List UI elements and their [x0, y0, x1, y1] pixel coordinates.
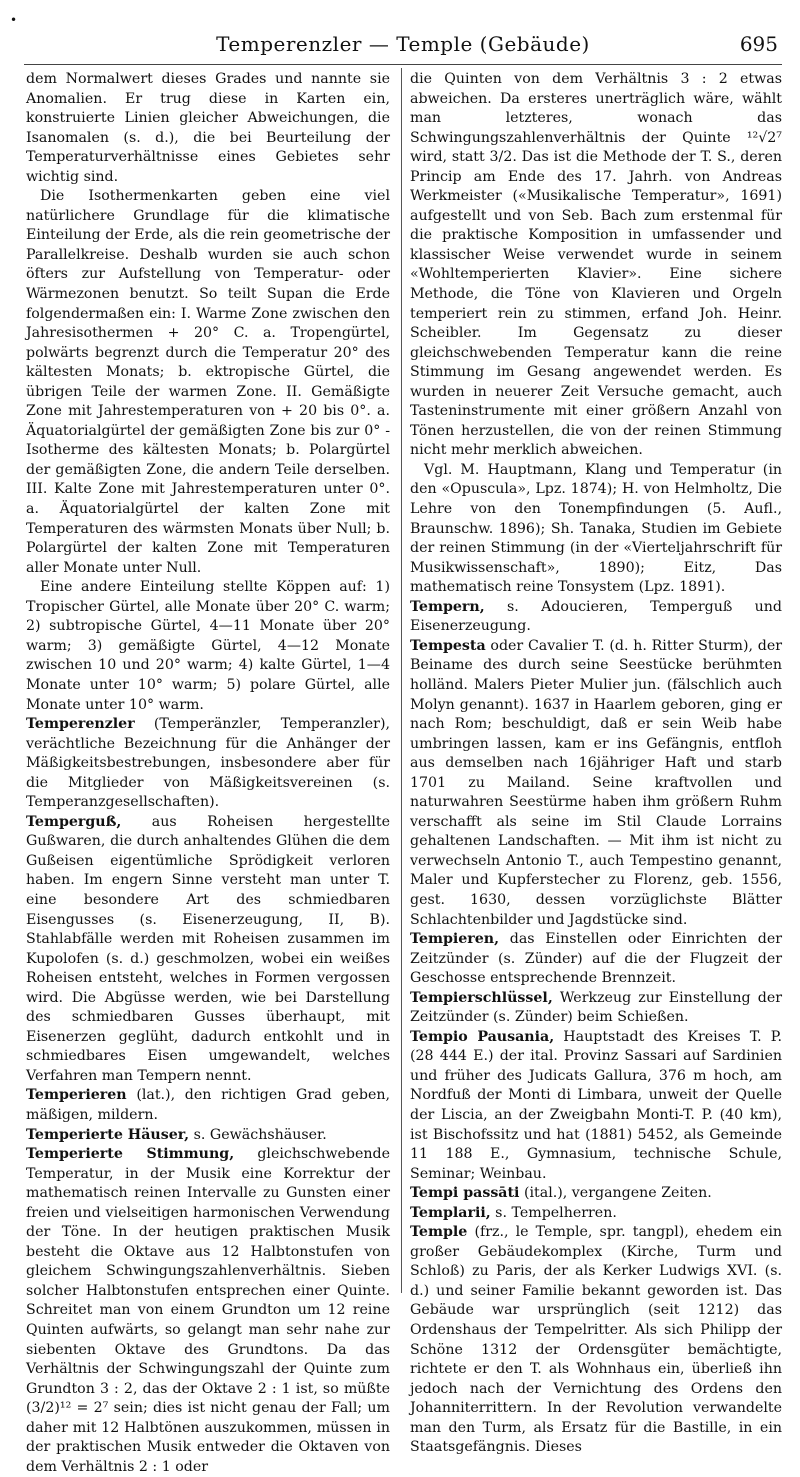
dictionary-entry	[410, 989, 782, 1028]
entry-headword: Temperenzler	[26, 716, 135, 733]
entry-text: (Temperänzler, Temperanzler), verächtliche Bezeichnung für die Anhänger der Mäßigkeitsbestrebungen, insbesondere aber für die Mitglieder von Mäßigkeitsvereinen (s. Temperanzgesellschaften).	[26, 716, 390, 811]
right-column	[410, 70, 782, 1456]
dictionary-entry	[26, 1086, 390, 1125]
entry-text: (lat.), den richtigen Grad geben, mäßigen, mildern.	[26, 1087, 390, 1123]
body-paragraph: dem Normalwert dieses Grades und nannte sie Anomalien. Er trug diese in Karten ein, konstruierte Linien gleicher Abweichungen, die Isanomalen (s. d.), die bei Beurteilung der Temperaturverhältnisse eines Gebietes sehr wichtig sind.	[26, 71, 390, 185]
entry-text: s. Adoucieren, Temperguß und Eisenerzeugung.	[410, 598, 782, 635]
entry-text: (frz., le Temple, spr. tangpl), ehedem ein großer Gebäudekomplex (Kirche, Turm und Schloß) zu Paris, der als Kerker Ludwigs XVI. (s. d.) und seiner Familie bekannt geworden ist. Das Gebäude war ursprünglich (seit 1212) das Ordenshaus der Tempelritter. Als sich Philipp der Schöne 1312 der Ordensgüter bemächtigte, richtete er den T. als Wohnhaus ein, überließ ihn jedoch nach der Vernichtung des Ordens den Johanniterrittern. In der Revolution verwandelte man den Turm, als Ersatz für die Bastille, in ein Staatsgefängnis. Dieses	[410, 1224, 782, 1456]
body-paragraph: die Quinten von dem Verhältnis 3 : 2 etwas abweichen. Da ersteres unerträglich wäre, wählt man letzteres, wonach das Schwingungszahlenverhältnis der Quinte ¹²√2⁷ wird, statt 3/2. Das ist die Methode der T. S., deren Princip am Ende des 17. Jahrh. von Andreas Werkmeister («Musikalische Temperatur», 1691) aufgestellt und von Seb. Bach zum erstenmal für die praktische Komposition in umfassender und klassischer Weise verwendet wurde in seinem «Wohltemperierten Klavier». Eine sichere Methode, die Töne von Klavieren und Orgeln temperiert rein zu stimmen, erfand Joh. Heinr. Scheibler. Im Gegensatz zu dieser gleichschwebenden Temperatur kann die reine Stimmung im Gesang angewendet werden. Es wurden in neuerer Zeit Versuche gemacht, auch Tasteninstrumente mit einer größern Anzahl von Tönen herzustellen, die von der reinen Stimmung nicht mehr merklich abweichen.	[410, 71, 782, 459]
body-paragraph: Vgl. M. Hauptmann, Klang und Temperatur (in den «Opuscula», Lpz. 1874); H. von Helmholtz, Die Lehre von den Tonempfindungen (5. Aufl., Braunschw. 1896); Sh. Tanaka, Studien im Gebiete der reinen Stimmung (in der «Vierteljahrschrift für Musikwissenschaft», 1890); Eitz, Das mathematisch reine Tonsystem (Lpz. 1891).	[410, 461, 782, 596]
dictionary-entry	[410, 1204, 782, 1224]
body-paragraph: Die Isothermenkarten geben eine viel natürlichere Grundlage für die klimatische Einteilung der Erde, als die rein geometrische der Parallelkreise. Deshalb wurden sie auch schon öfters zur Aufstellung von Temperatur- oder Wärmezonen benutzt. So teilt Supan die Erde folgendermaßen ein: I. Warme Zone zwischen den Jahresisothermen + 20° C. a. Tropengürtel, polwärts begrenzt durch die Temperatur 20° des kältesten Monats; b. ektropische Gürtel, die übrigen Teile der warmen Zone. II. Gemäßigte Zone mit Jahrestemperaturen von + 20 bis 0°. a. Äquatorialgürtel der gemäßigten Zone bis zur 0° - Isotherme des kältesten Monats; b. Polargürtel der gemäßigten Zone, die andern Teile derselben. III. Kalte Zone mit Jahrestemperaturen unter 0°. a. Äquatorialgürtel der kalten Zone mit Temperaturen des wärmsten Monats über Null; b. Polargürtel der kalten Zone mit Temperaturen aller Monate unter Null.	[26, 188, 390, 576]
dictionary-entry	[26, 715, 390, 813]
entry-headword: Temple	[410, 1224, 468, 1241]
left-column	[26, 70, 390, 1475]
entry-headword: Temperierte Stimmung,	[26, 1146, 235, 1163]
entry-text: Hauptstadt des Kreises T. P. (28 444 E.) der ital. Provinz Sassari auf Sardinien und früher des Judicats Gallura, 376 m hoch, am Nordfuß der Monti di Limbara, unweit der Quelle der Liscia, an der Zweigbahn Monti-T. P. (40 km), ist Bischofssitz und hat (1881) 5452, als Gemeinde 11 188 E., Gymnasium, technische Schule, Seminar; Weinbau.	[410, 1028, 782, 1182]
dictionary-entry	[26, 813, 390, 1087]
entry-text: gleichschwebende Temperatur, in der Musik eine Korrektur der mathematisch reinen Intervalle zu Gunsten einer freien und vielseitigen harmonischen Verwendung der Töne. In der heutigen praktischen Musik besteht die Oktave aus 12 Halbtonstufen von gleichem Schwingungszahlenverhältnis. Sieben solcher Halbtonstufen entsprechen einer Quinte. Schreitet man von einem Grundton um 12 reine Quinten aufwärts, so gelangt man sehr nahe zur siebenten Oktave des Grundtons. Da das Verhältnis der Schwingungszahl der Quinte zum Grundton 3 : 2, das der Oktave 2 : 1 ist, so müßte (3/2)¹² = 2⁷ sein; dies ist nicht genau der Fall; um daher mit 12 Halbtönen auszukommen, müssen in der praktischen Musik entweder die Oktaven von dem Verhältnis 2 : 1 oder	[26, 1146, 390, 1475]
entry-text: aus Roheisen hergestellte Gußwaren, die durch anhaltendes Glühen die dem Gußeisen eigentümliche Sprödigkeit verloren haben. Im engern Sinne versteht man unter T. eine besondere Art des schmiedbaren Eisengusses (s. Eisenerzeugung, II, B). Stahlabfälle werden mit Roheisen zusammen im Kupolofen (s. d.) geschmolzen, wobei ein weißes Roheisen entsteht, welches in Formen vergossen wird. Die Abgüsse werden, wie bei Darstellung des schmiedbaren Gusses überhaupt, mit Eisenerzen geglüht, dadurch entkohlt und in schmiedbares Eisen umgewandelt, welches Verfahren man Tempern nennt.	[26, 813, 390, 1084]
entry-headword: Tempio Pausania,	[410, 1028, 555, 1045]
entry-text: (ital.), vergangene Zeiten.	[519, 1185, 712, 1202]
entry-headword: Tempierschlüssel,	[410, 989, 553, 1006]
entry-headword: Tempern,	[410, 598, 485, 615]
dictionary-entry	[410, 598, 782, 637]
column-divider	[401, 68, 402, 1293]
dictionary-entry	[26, 1145, 390, 1477]
entry-headword: Tempesta	[410, 637, 486, 654]
running-head	[24, 30, 782, 58]
entry-text: das Einstellen oder Einrichten der Zeitzünder (s. Zünder) auf die der Flugzeit der Geschosse entsprechende Brennzeit.	[410, 931, 782, 987]
dictionary-entry	[26, 1126, 390, 1146]
entry-text: Werkzeug zur Einstellung der Zeitzünder (s. Zünder) beim Schießen.	[410, 989, 782, 1026]
dictionary-entry	[410, 1223, 782, 1458]
dictionary-entry	[410, 637, 782, 930]
entry-headword: Tempieren,	[410, 931, 500, 948]
entry-headword: Temperieren	[26, 1087, 127, 1104]
body-paragraph: Eine andere Einteilung stellte Köppen auf: 1) Tropischer Gürtel, alle Monate über 20° C. warm; 2) subtropische Gürtel, 4—11 Monate über 20° warm; 3) gemäßigte Gürtel, 4—12 Monate zwischen 10 und 20° warm; 4) kalte Gürtel, 1—4 Monate unter 10° warm; 5) polare Gürtel, alle Monate unter 10° warm.	[26, 579, 390, 713]
page-number: 695	[739, 32, 778, 56]
entry-text: s. Tempelherren.	[490, 1204, 617, 1221]
entry-text: oder Cavalier T. (d. h. Ritter Sturm), der Beiname des durch seine Seestücke berühmten holländ. Malers Pieter Mulier jun. (fälschlich auch Molyn genannt). 1637 in Haarlem geboren, ging er nach Rom; beschuldigt, daß er sein Weib habe umbringen lassen, kam er ins Gefängnis, entfloh aus demselben nach 16jähriger Haft und starb 1701 zu Mailand. Seine kraftvollen und naturwahren Seestürme haben ihm größern Ruhm verschafft als seine im Stil Claude Lorrains gehaltenen Landschaften. — Mit ihm ist nicht zu verwechseln Antonio T., auch Tempestino genannt, Maler und Kupferstecher zu Florenz, geb. 1556, gest. 1630, dessen vorzüglichste Blätter Schlachtenbilder und Jagdstücke sind.	[410, 637, 782, 928]
corner-marker: •	[10, 13, 18, 27]
entry-text: s. Gewächshäuser.	[189, 1126, 327, 1143]
running-title: Temperenzler — Temple (Gebäude)	[216, 32, 590, 56]
dictionary-entry	[410, 930, 782, 989]
header-rule	[24, 64, 782, 65]
entry-headword: Temperguß,	[26, 813, 122, 830]
entry-headword: Temperierte Häuser,	[26, 1126, 190, 1143]
entry-headword: Tempi passāti	[410, 1185, 520, 1202]
dictionary-entry	[410, 1028, 782, 1184]
dictionary-entry	[410, 1184, 782, 1204]
entry-headword: Templarii,	[410, 1204, 491, 1221]
